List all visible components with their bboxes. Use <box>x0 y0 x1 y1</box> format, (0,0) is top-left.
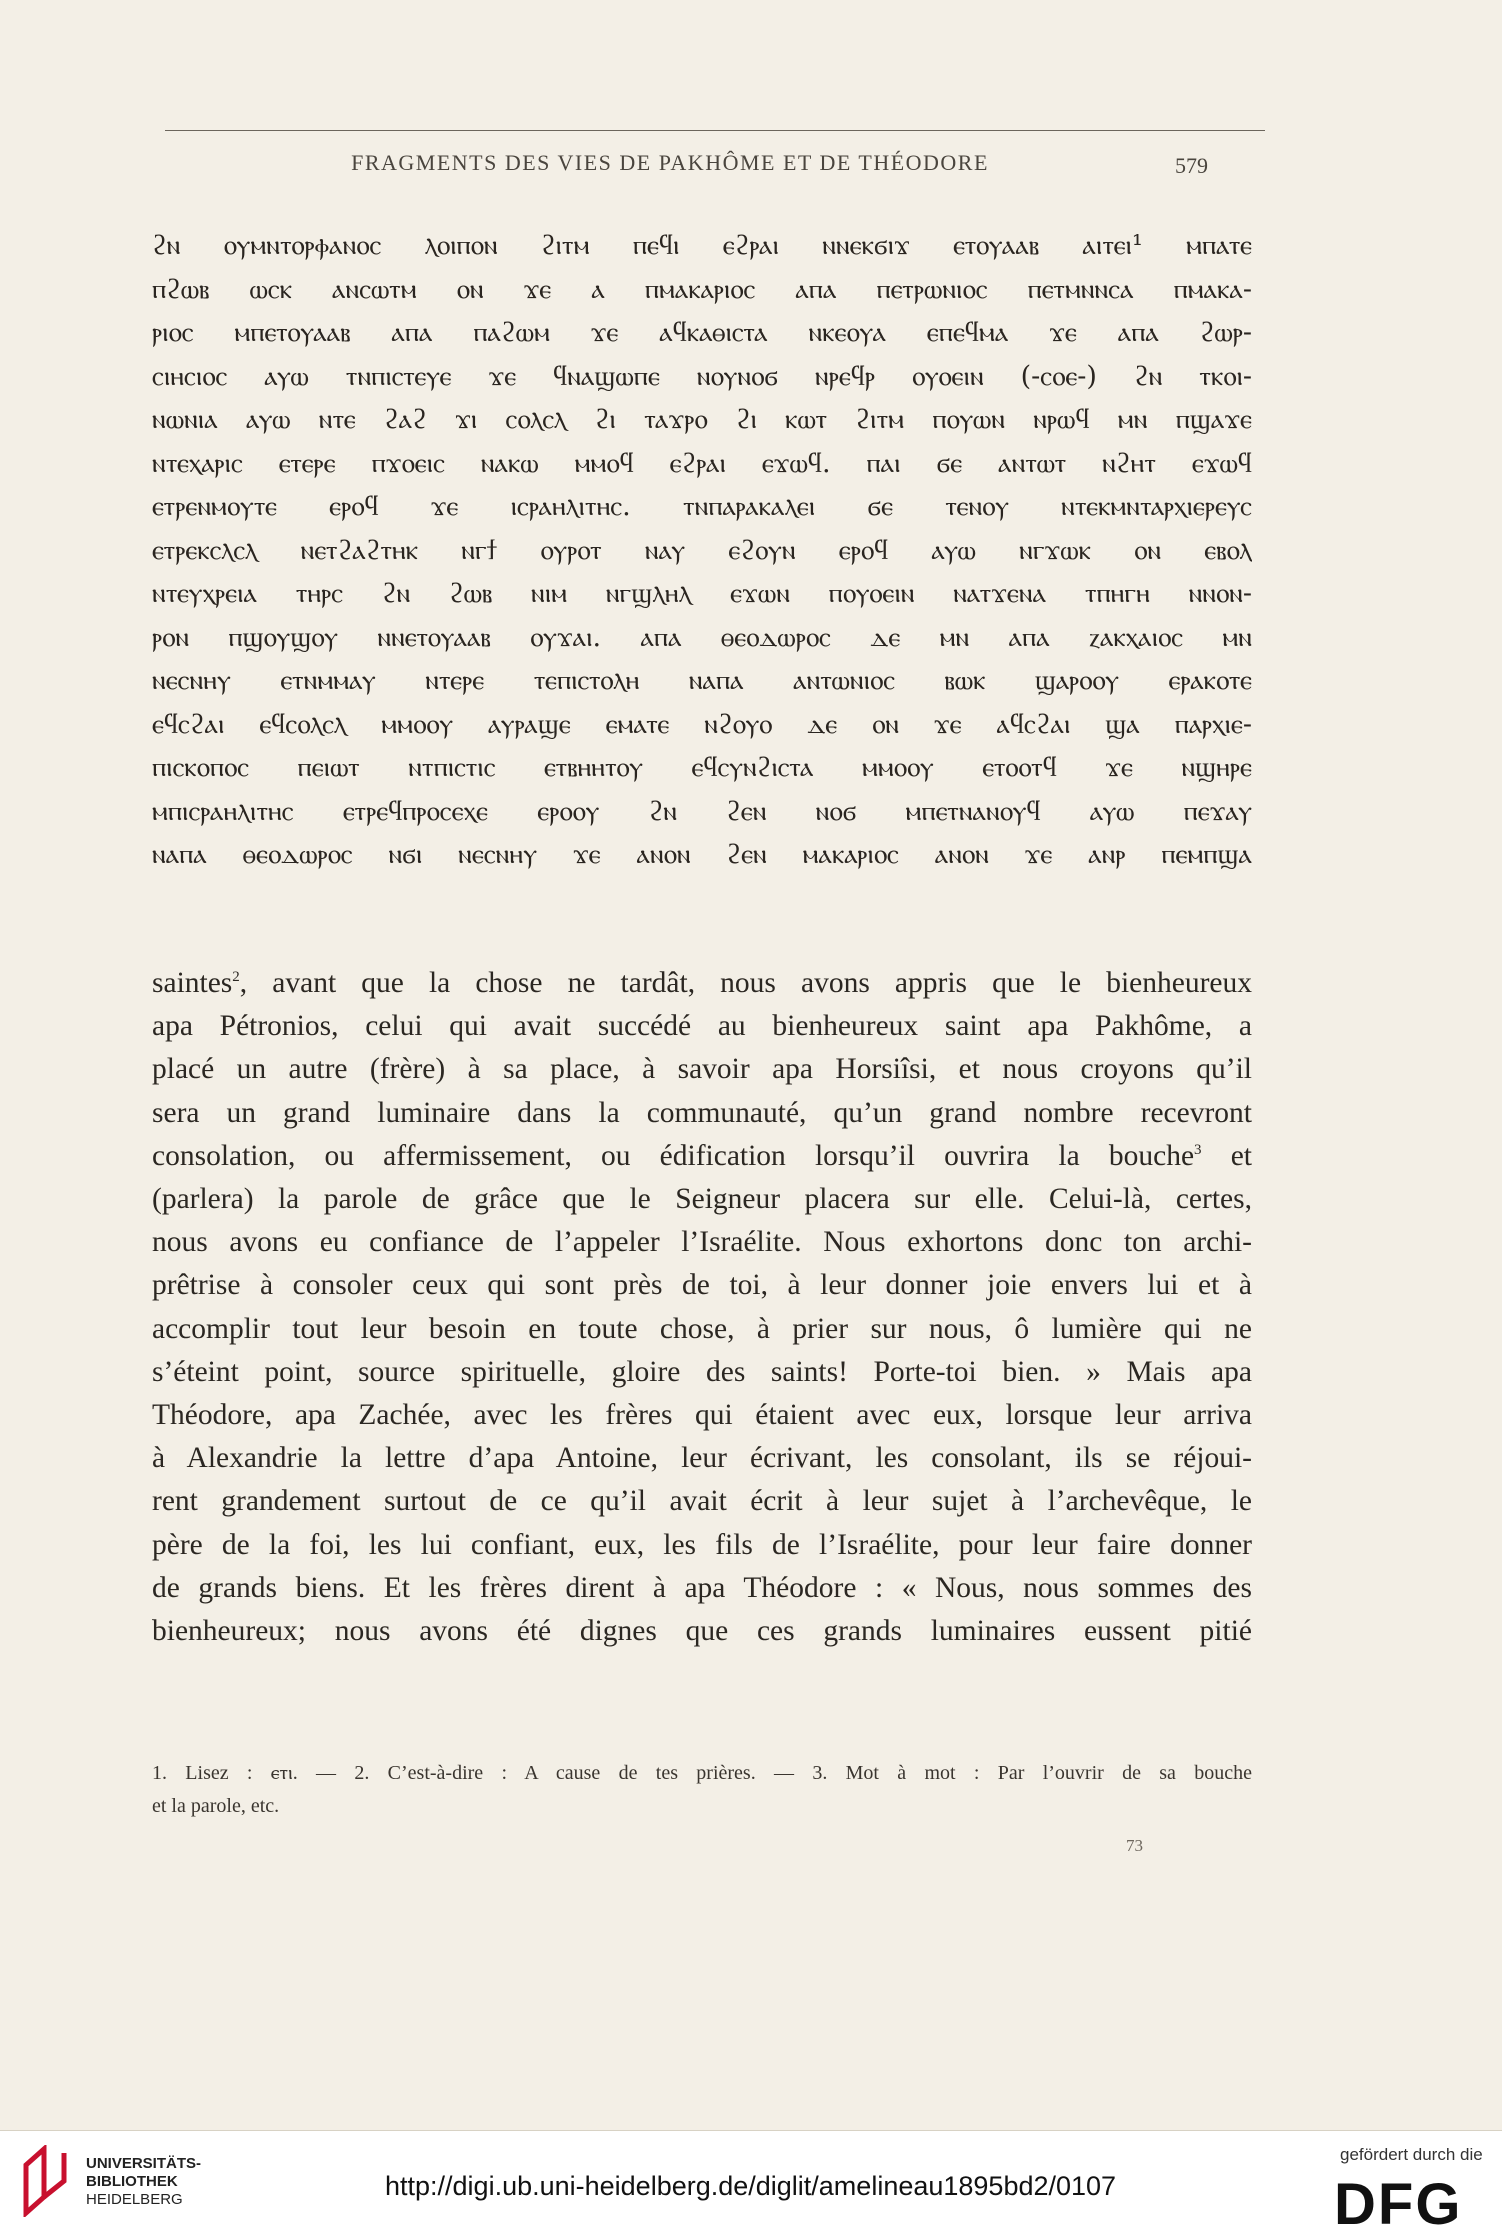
university-library-logo-icon <box>22 2145 68 2217</box>
coptic-line: ⲛⲧⲉⲭⲁⲣⲓⲥ ⲉⲧⲉⲣⲉ ⲡϫⲟⲉⲓⲥ ⲛⲁⲕⲱ ⲙⲙⲟϥ ⲉϩⲣⲁⲓ ⲉϫⲱϥ. ⲡⲁⲓ ϭⲉ ⲁⲛⲧⲱⲧ ⲛϩⲏⲧ ⲉϫⲱϥ <box>152 447 1252 479</box>
signature-mark: 73 <box>1126 1836 1143 1855</box>
french-line: à Alexandrie la lettre d’apa Antoine, leur écrivant, les consolant, ils se réjoui- <box>152 1442 1252 1475</box>
french-line: Théodore, apa Zachée, avec les frères qui étaient avec eux, lorsque leur arriva <box>152 1399 1252 1432</box>
coptic-line: ⲉϥⲥϩⲁⲓ ⲉϥⲥⲟⲗⲥⲗ ⲙⲙⲟⲟⲩ ⲁⲩⲣⲁϣⲉ ⲉⲙⲁⲧⲉ ⲛϩⲟⲩⲟ ⲇⲉ ⲟⲛ ϫⲉ ⲁϥⲥϩⲁⲓ ϣⲁ ⲡⲁⲣⲭⲓⲉ- <box>152 708 1252 740</box>
french-line: accomplir tout leur besoin en toute chose, à prier sur nous, ô lumière qui ne <box>152 1312 1252 1345</box>
digitization-footer <box>0 2130 1502 2240</box>
coptic-line: ⲛⲱⲛⲓⲁ ⲁⲩⲱ ⲛⲧⲉ ϩⲁϩ ϫⲓ ⲥⲟⲗⲥⲗ ϩⲓ ⲧⲁϫⲣⲟ ϩⲓ ⲕⲱⲧ ϩⲓⲧⲙ ⲡⲟⲩⲱⲛ ⲛⲣⲱϥ ⲙⲛ ⲡϣⲁϫⲉ <box>152 404 1252 435</box>
coptic-line: ⲛⲉⲥⲛⲏⲩ ⲉⲧⲛⲙⲙⲁⲩ ⲛⲧⲉⲣⲉ ⲧⲉⲡⲓⲥⲧⲟⲗⲏ ⲛⲁⲡⲁ ⲁⲛⲧⲱⲛⲓⲟⲥ ⲃⲱⲕ ϣⲁⲣⲟⲟⲩ ⲉⲣⲁⲕⲟⲧⲉ <box>152 665 1252 696</box>
funding-label: gefördert durch die <box>1340 2145 1483 2164</box>
coptic-line: ⲛⲁⲡⲁ ⲑⲉⲟⲇⲱⲣⲟⲥ ⲛϭⲓ ⲛⲉⲥⲛⲏⲩ ϫⲉ ⲁⲛⲟⲛ ϩⲉⲛ ⲙⲁⲕⲁⲣⲓⲟⲥ ⲁⲛⲟⲛ ϫⲉ ⲁⲛⲣ ⲡⲉⲙⲡϣⲁ <box>152 839 1252 870</box>
french-line: saintes$^2$, avant que la chose ne tardât, nous avons appris que le bienheureux <box>152 967 1252 999</box>
french-line: prêtrise à consoler ceux qui sont près de toi, à leur donner joie envers lui et à <box>152 1269 1252 1302</box>
coptic-line: ⲙⲡⲓⲥⲣⲁⲏⲗⲓⲧⲏⲥ ⲉⲧⲣⲉϥⲡⲣⲟⲥⲉⲭⲉ ⲉⲣⲟⲟⲩ ϩⲛ ϩⲉⲛ ⲛⲟϭ ⲙⲡⲉⲧⲛⲁⲛⲟⲩϥ ⲁⲩⲱ ⲡⲉϫⲁⲩ <box>152 795 1252 827</box>
coptic-line: ⲡϩⲱⲃ ⲱⲥⲕ ⲁⲛⲥⲱⲧⲙ ⲟⲛ ϫⲉ ⲁ ⲡⲙⲁⲕⲁⲣⲓⲟⲥ ⲁⲡⲁ ⲡⲉⲧⲣⲱⲛⲓⲟⲥ ⲡⲉⲧⲙⲛⲛⲥⲁ ⲡⲙⲁⲕⲁ- <box>152 273 1252 305</box>
coptic-line: ⲉⲧⲣⲉⲛⲙⲟⲩⲧⲉ ⲉⲣⲟϥ ϫⲉ ⲓⲥⲣⲁⲏⲗⲓⲧⲏⲥ. ⲧⲛⲡⲁⲣⲁⲕⲁⲗⲉⲓ ϭⲉ ⲧⲉⲛⲟⲩ ⲛⲧⲉⲕⲙⲛⲧⲁⲣⲭⲓⲉⲣⲉⲩⲥ <box>152 491 1252 522</box>
coptic-line: ϩⲛ ⲟⲩⲙⲛⲧⲟⲣⲫⲁⲛⲟⲥ ⲗⲟⲓⲡⲟⲛ ϩⲓⲧⲙ ⲡⲉϥⲓ ⲉϩⲣⲁⲓ ⲛⲛⲉⲕϭⲓϫ ⲉⲧⲟⲩⲁⲁⲃ ⲁⲓⲧⲉⲓ¹ ⲙⲡⲁⲧⲉ <box>152 230 1252 261</box>
page-number: 579 <box>1175 153 1208 178</box>
french-translation-block <box>152 962 1252 1653</box>
french-line: de grands biens. Et les frères dirent à apa Théodore : « Nous, nous sommes des <box>152 1571 1252 1604</box>
french-line: bienheureux; nous avons été dignes que ces grands luminaires eussent pitié <box>152 1615 1252 1648</box>
french-line: placé un autre (frère) à sa place, à savoir apa Horsiîsi, et nous croyons qu’il <box>152 1053 1252 1086</box>
coptic-line: ⲛⲧⲉⲩⲭⲣⲉⲓⲁ ⲧⲏⲣⲥ ϩⲛ ϩⲱⲃ ⲛⲓⲙ ⲛⲅϣⲗⲏⲗ ⲉϫⲱⲛ ⲡⲟⲩⲟⲉⲓⲛ ⲛⲁⲧϫⲉⲛⲁ ⲧⲡⲏⲅⲏ ⲛⲛⲟⲛ- <box>152 578 1252 609</box>
running-head-title: FRAGMENTS DES VIES DE PAKHÔME ET DE THÉODORE <box>351 150 989 175</box>
header-rule <box>165 130 1265 131</box>
footnote-line: 1. Lisez : ⲉⲧⲓ. — 2. C’est-à-dire : A cause de tes prières. — 3. Mot à mot : Par l’ouvrir de sa bouche <box>152 1762 1252 1784</box>
coptic-line: ⲡⲓⲥⲕⲟⲡⲟⲥ ⲡⲉⲓⲱⲧ ⲛⲧⲡⲓⲥⲧⲓⲥ ⲉⲧⲃⲏⲏⲧⲟⲩ ⲉϥⲥⲩⲛϩⲓⲥⲧⲁ ⲙⲙⲟⲟⲩ ⲉⲧⲟⲟⲧϥ ϫⲉ ⲛϣⲏⲣⲉ <box>152 752 1252 783</box>
coptic-line: ⲣⲟⲛ ⲡϣⲟⲩϣⲟⲩ ⲛⲛⲉⲧⲟⲩⲁⲁⲃ ⲟⲩϫⲁⲓ. ⲁⲡⲁ ⲑⲉⲟⲇⲱⲣⲟⲥ ⲇⲉ ⲙⲛ ⲁⲡⲁ ⲍⲁⲕⲭⲁⲓⲟⲥ ⲙⲛ <box>152 621 1252 653</box>
french-line: nous avons eu confiance de l’appeler l’Israélite. Nous exhortons donc ton archi- <box>152 1226 1252 1259</box>
coptic-line: ⲣⲓⲟⲥ ⲙⲡⲉⲧⲟⲩⲁⲁⲃ ⲁⲡⲁ ⲡⲁϩⲱⲙ ϫⲉ ⲁϥⲕⲁⲑⲓⲥⲧⲁ ⲛⲕⲉⲟⲩⲁ ⲉⲡⲉϥⲙⲁ ϫⲉ ⲁⲡⲁ ϩⲱⲣ- <box>152 317 1252 348</box>
french-line: s’éteint point, source spirituelle, gloire des saints! Porte-toi bien. » Mais apa <box>152 1355 1252 1388</box>
french-line: consolation, ou affermissement, ou édification lorsqu’il ouvrira la bouche$^3$ et <box>152 1139 1252 1172</box>
coptic-line: ⲥⲓⲏⲥⲓⲟⲥ ⲁⲩⲱ ⲧⲛⲡⲓⲥⲧⲉⲩⲉ ϫⲉ ϥⲛⲁϣⲱⲡⲉ ⲛⲟⲩⲛⲟϭ ⲛⲣⲉϥⲣ ⲟⲩⲟⲉⲓⲛ (-ⲥⲟⲉ-) ϩⲛ ⲧⲕⲟⲓ- <box>152 360 1252 392</box>
coptic-line: ⲉⲧⲣⲉⲕⲥⲗⲥⲗ ⲛⲉⲧϩⲁϩⲧⲏⲕ ⲛⲅϯ ⲟⲩⲣⲟⲧ ⲛⲁⲩ ⲉϩⲟⲩⲛ ⲉⲣⲟϥ ⲁⲩⲱ ⲛⲅϫⲱⲕ ⲟⲛ ⲉⲃⲟⲗ <box>152 534 1252 566</box>
dfg-logo: DFG <box>1334 2172 1463 2237</box>
french-line: apa Pétronios, celui qui avait succédé au bienheureux saint apa Pakhôme, a <box>152 1010 1252 1043</box>
library-name: UNIVERSITÄTS- BIBLIOTHEK HEIDELBERG <box>86 2155 202 2208</box>
french-line: sera un grand luminaire dans la communauté, qu’un grand nombre recevront <box>152 1096 1252 1129</box>
french-line: rent grandement surtout de ce qu’il avait écrit à leur sujet à l’archevêque, le <box>152 1485 1252 1518</box>
coptic-text-block <box>152 224 1252 877</box>
footnote-line: et la parole, etc. <box>152 1795 280 1817</box>
footnotes <box>152 1757 1252 1823</box>
french-line: père de la foi, les lui confiant, eux, les fils de l’Israélite, pour leur faire donner <box>152 1528 1252 1561</box>
french-line: (parlera) la parole de grâce que le Seigneur placera sur elle. Celui-là, certes, <box>152 1183 1252 1216</box>
permalink-url[interactable]: http://digi.ub.uni-heidelberg.de/diglit/amelineau1895bd2/0107 <box>385 2171 1117 2201</box>
